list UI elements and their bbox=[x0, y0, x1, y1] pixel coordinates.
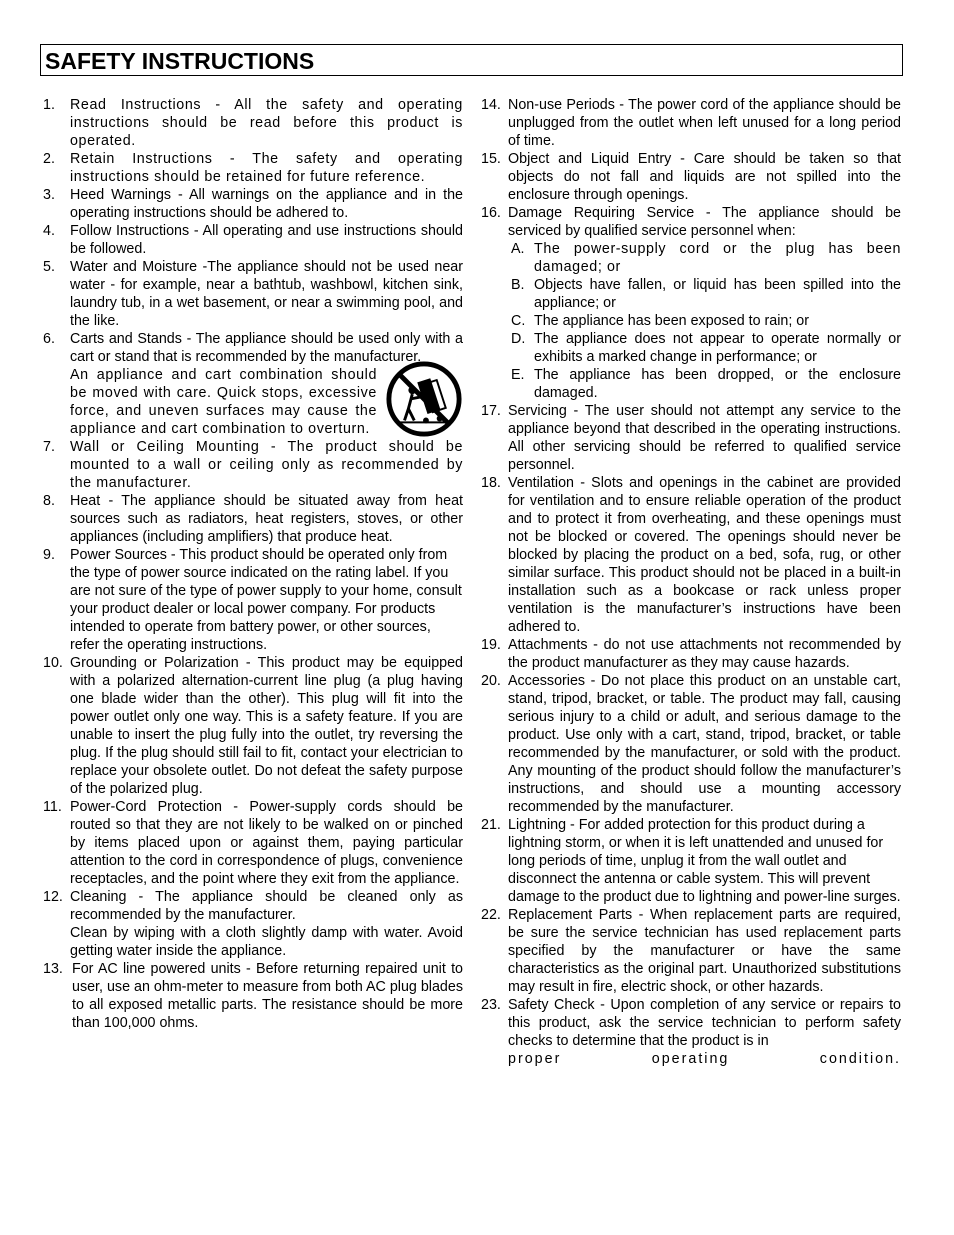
sub-item-letter: A. bbox=[511, 241, 525, 257]
item-text: Servicing - The user should not attempt any service to the appliance beyond that described in the operating instructions. All other servicing should be referred to qualified service personnel. bbox=[508, 403, 901, 473]
item-text-continued: An appliance and cart combination should be moved with care. Quick stops, excessive force, and uneven surfaces may cause the appliance and cart combination to overturn. bbox=[70, 367, 377, 437]
sub-item-text: The appliance has been exposed to rain; or bbox=[534, 313, 810, 329]
list-item bbox=[481, 204, 901, 402]
item-text: Damage Requiring Service - The appliance should be serviced by qualified service personnel when: bbox=[508, 205, 901, 239]
list-item bbox=[481, 816, 901, 906]
item-text: Water and Moisture -The appliance should not be used near water - for example, near a bathtub, washbowl, kitchen sink, laundry tub, in a wet basement, or near a swimming pool, and the like. bbox=[70, 259, 463, 329]
list-item bbox=[43, 492, 463, 546]
item-number: 14. bbox=[481, 97, 501, 113]
item-text: Lightning - For added protection for this product during a lightning storm, or when it is left unattended and unused for long periods of time, unplug it from the wall outlet and disconnect the antenna or cable system. This will prevent damage to the product due to lightning and power-line surges. bbox=[508, 817, 901, 905]
item-text: Heed Warnings - All warnings on the appliance and in the operating instructions should be adhered to. bbox=[70, 187, 463, 221]
sub-item bbox=[508, 276, 901, 312]
item-number: 8. bbox=[43, 493, 55, 509]
item-text: Non-use Periods - The power cord of the appliance should be unplugged from the outlet when left unused for a long period of time. bbox=[508, 97, 901, 149]
item-number: 4. bbox=[43, 223, 55, 239]
sub-item-letter: B. bbox=[511, 277, 525, 293]
right-column bbox=[481, 96, 901, 1068]
item-text: Accessories - Do not place this product on an unstable cart, stand, tripod, bracket, or table. The product may fall, causing serious injury to a child or adult, and serious damage to the product. Use only with a cart, stand, tripod, bracket, or table recommended by the manufacturer, or sold with the product. Any mounting of the product should follow the manufacturer’s instructions, and should use a mounting accessory recommended by the manufacturer. bbox=[508, 673, 901, 815]
item-text: For AC line powered units - Before returning repaired unit to user, use an ohm-meter to measure from both AC plug blades to all exposed metallic parts. The resistance should be more than 100,000 ohms. bbox=[72, 961, 463, 1031]
item-text: Cleaning - The appliance should be cleaned only as recommended by the manufacturer. bbox=[70, 889, 463, 923]
item-number: 15. bbox=[481, 151, 501, 167]
item-number: 16. bbox=[481, 205, 501, 221]
item-number: 19. bbox=[481, 637, 501, 653]
item-text: Retain Instructions - The safety and operating instructions should be retained for future reference. bbox=[70, 151, 463, 185]
item-number: 20. bbox=[481, 673, 501, 689]
item-number: 9. bbox=[43, 547, 55, 563]
item-text: Attachments - do not use attachments not recommended by the product manufacturer as they may cause hazards. bbox=[508, 637, 901, 671]
list-item bbox=[43, 546, 463, 654]
item-text: Follow Instructions - All operating and use instructions should be followed. bbox=[70, 223, 463, 257]
item-number: 5. bbox=[43, 259, 55, 275]
item-text: Replacement Parts - When replacement parts are required, be sure the service technician has used replacement parts specified by the manufacturer or have the same characteristics as the original part. Unauthorized substitutions may result in fire, electric shock, or other hazards. bbox=[508, 907, 901, 995]
list-item bbox=[481, 402, 901, 474]
item-text: Power-Cord Protection - Power-supply cords should be routed so that they are not likely to be walked on or pinched by items placed upon or against them, paying particular attention to the cord in correspondence of plugs, convenience receptacles, and the point where they exit from the appliance. bbox=[70, 799, 463, 887]
item-text-continued: proper operating condition. bbox=[508, 1051, 901, 1067]
sub-item bbox=[508, 366, 901, 402]
list-item bbox=[481, 636, 901, 672]
item-number: 12. bbox=[43, 889, 63, 905]
item-text: Grounding or Polarization - This product may be equipped with a polarized alternation-current line plug (a plug having one blade wider than the other). This plug will fit into the power outlet only one way. This is a safety feature. If you are unable to insert the plug fully into the outlet, try reversing the plug. If the plug should still fail to fit, contact your electrician to replace your obsolete outlet. Do not defeat the safety purpose of the polarized plug. bbox=[70, 655, 463, 797]
left-column bbox=[43, 96, 463, 1032]
sub-item-letter: D. bbox=[511, 331, 526, 347]
sub-item bbox=[508, 240, 901, 276]
item-number: 11. bbox=[43, 799, 62, 815]
item-text: Ventilation - Slots and openings in the cabinet are provided for ventilation and to ensure reliable operation of the product and to protect it from overheating, and these openings must not be blocked or covered. The openings should never be blocked by placing the product on a bed, sofa, rug, or other similar surface. This product should not be placed in a built-in installation such as a bookcase or rack unless proper ventilation is the manufacturer’s instructions have been adhered to. bbox=[508, 475, 901, 635]
list-item bbox=[43, 186, 463, 222]
sub-item-text: The power-supply cord or the plug has been damaged; or bbox=[534, 241, 901, 275]
list-item bbox=[481, 996, 901, 1068]
sub-item-letter: E. bbox=[511, 367, 525, 383]
item-text: Safety Check - Upon completion of any service or repairs to this product, ask the service technician to perform safety checks to determine that the product is in bbox=[508, 997, 901, 1049]
list-item bbox=[43, 222, 463, 258]
list-item bbox=[43, 258, 463, 330]
list-item bbox=[43, 960, 463, 1032]
list-item bbox=[43, 330, 463, 438]
list-item bbox=[481, 96, 901, 150]
title-box bbox=[40, 44, 903, 76]
list-item bbox=[481, 150, 901, 204]
sub-item-text: Objects have fallen, or liquid has been spilled into the appliance; or bbox=[534, 277, 901, 311]
item-text: Object and Liquid Entry - Care should be taken so that objects do not fall and liquids are not spilled into the enclosure through openings. bbox=[508, 151, 901, 203]
damage-conditions-list bbox=[508, 240, 901, 402]
item-number: 21. bbox=[481, 817, 501, 833]
list-item bbox=[43, 438, 463, 492]
list-item bbox=[43, 150, 463, 186]
cart-warning-block bbox=[70, 366, 463, 438]
list-item bbox=[43, 96, 463, 150]
item-number: 2. bbox=[43, 151, 55, 167]
sub-item-text: The appliance has been dropped, or the enclosure damaged. bbox=[534, 367, 901, 401]
item-number: 13. bbox=[43, 961, 63, 977]
item-text: Read Instructions - All the safety and operating instructions should be read before this product is operated. bbox=[70, 97, 463, 149]
item-number: 1. bbox=[43, 97, 55, 113]
sub-item bbox=[508, 312, 901, 330]
item-text: Carts and Stands - The appliance should be used only with a cart or stand that is recommended by the manufacturer. bbox=[70, 331, 463, 365]
list-item bbox=[43, 798, 463, 888]
item-text: Heat - The appliance should be situated away from heat sources such as radiators, heat registers, stoves, or other appliances (including amplifiers) that produce heat. bbox=[70, 493, 463, 545]
list-item bbox=[481, 906, 901, 996]
sub-item-letter: C. bbox=[511, 313, 526, 329]
item-number: 23. bbox=[481, 997, 501, 1013]
item-number: 3. bbox=[43, 187, 55, 203]
list-item bbox=[481, 672, 901, 816]
list-item bbox=[43, 654, 463, 798]
item-number: 18. bbox=[481, 475, 501, 491]
sub-item bbox=[508, 330, 901, 366]
item-number: 7. bbox=[43, 439, 55, 455]
sub-item-text: The appliance does not appear to operate normally or exhibits a marked change in performance; or bbox=[534, 331, 901, 365]
cart-tip-over-warning-icon bbox=[385, 360, 463, 438]
item-text: Wall or Ceiling Mounting - The product should be mounted to a wall or ceiling only as recommended by the manufacturer. bbox=[70, 439, 463, 491]
item-text: Power Sources - This product should be operated only from the type of power source indicated on the rating label. If you are not sure of the type of power supply to your home, consult your product dealer or local power company. For products intended to operate from battery power, or other sources, refer the operating instructions. bbox=[70, 547, 462, 653]
list-item bbox=[43, 888, 463, 960]
page-title: SAFETY INSTRUCTIONS bbox=[45, 48, 315, 74]
item-number: 6. bbox=[43, 331, 55, 347]
item-number: 10. bbox=[43, 655, 63, 671]
item-number: 22. bbox=[481, 907, 501, 923]
list-item bbox=[481, 474, 901, 636]
item-number: 17. bbox=[481, 403, 501, 419]
item-text-continued: Clean by wiping with a cloth slightly damp with water. Avoid getting water inside the appliance. bbox=[70, 925, 463, 959]
